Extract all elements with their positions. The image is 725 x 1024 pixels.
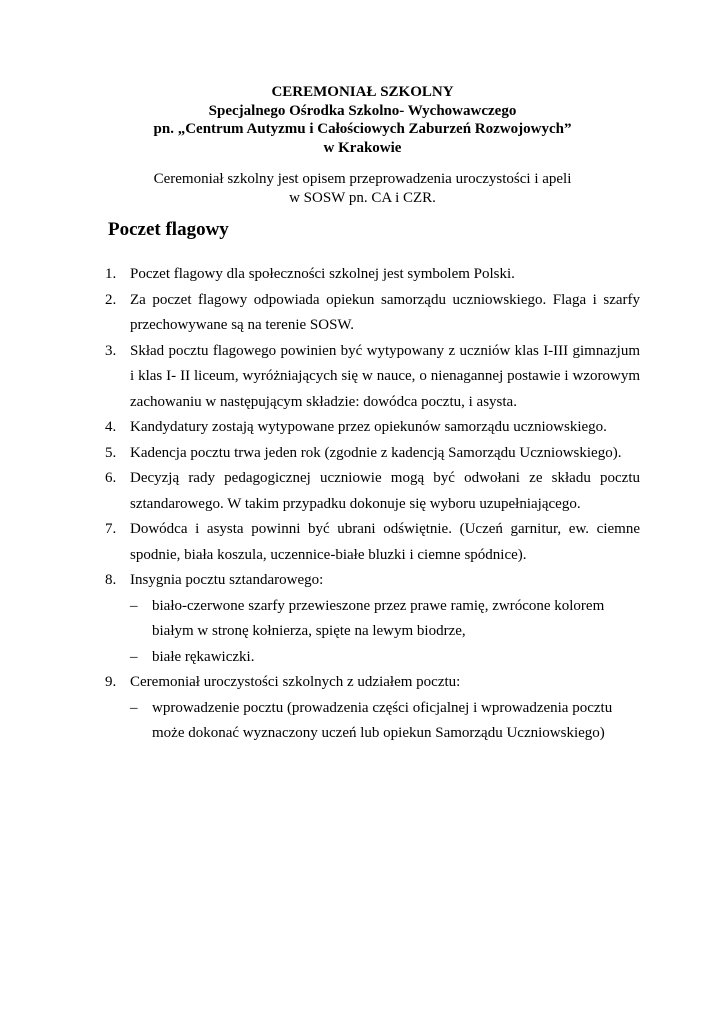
list-item [105, 466, 640, 517]
list-item [105, 670, 640, 747]
list-item-text: Poczet flagowy dla społeczności szkolnej jest symbolem Polski. [130, 266, 515, 282]
list-item-text: Ceremoniał uroczystości szkolnych z udziałem pocztu: [130, 674, 461, 690]
list-item-number: 5. [105, 444, 117, 461]
sub-list [130, 696, 640, 747]
list-item-text: Kadencja pocztu trwa jeden rok (zgodnie z kadencją Samorządu Uczniowskiego). [130, 444, 622, 461]
list-item-number: 8. [105, 572, 117, 588]
numbered-list [105, 262, 640, 747]
list-item [105, 415, 640, 441]
dash-bullet: – [130, 648, 138, 665]
header-institution-name: pn. „Centrum Autyzmu i Całościowych Zaburzeń Rozwojowych” [153, 121, 572, 137]
list-item-number: 6. [105, 470, 117, 486]
sub-list-item-text: białe rękawiczki. [152, 648, 255, 665]
list-item-number: 2. [105, 291, 117, 308]
header-city: w Krakowie [323, 139, 402, 156]
list-item-text: Insygnia pocztu sztandarowego: [130, 572, 324, 588]
list-item-number: 1. [105, 266, 117, 282]
list-item [105, 339, 640, 416]
list-item-number: 3. [105, 342, 117, 359]
sub-list-item [130, 645, 640, 671]
intro-line: Ceremoniał szkolny jest opisem przeprowadzenia uroczystości i apeli [153, 171, 572, 187]
list-item-text: Za poczet flagowy odpowiada opiekun samorządu uczniowskiego. Flaga i szarfy przechowywane są na terenie SOSW. [130, 291, 640, 333]
list-item-text: Skład pocztu flagowego powinien być wytypowany z uczniów klas I-III gimnazjum i klas I- II liceum, wyróżniających się w nauce, o nienagannej postawie i wzorowym zachowaniu w następującym składzie: dowódca pocztu, i asysta. [130, 342, 640, 410]
dash-bullet: – [130, 597, 138, 614]
section-title: Poczet flagowy [108, 219, 229, 240]
document-header [0, 83, 725, 157]
list-item [105, 262, 640, 288]
sub-list-item-text: biało-czerwone szarfy przewieszone przez prawe ramię, zwrócone kolorem białym w stronę kołnierza, spięte na lewym biodrze, [152, 597, 605, 639]
list-item [105, 568, 640, 670]
header-title: CEREMONIAŁ SZKOLNY [271, 84, 454, 100]
dash-bullet: – [130, 699, 138, 716]
list-item [105, 517, 640, 568]
list-item-text: Kandydatury zostają wytypowane przez opiekunów samorządu uczniowskiego. [130, 419, 607, 435]
list-item-text: Decyzją rady pedagogicznej uczniowie mogą być odwołani ze składu pocztu sztandarowego. W takim przypadku dokonuje się wyboru uzupełniającego. [130, 470, 640, 512]
sub-list-item [130, 594, 640, 645]
list-item-number: 7. [105, 521, 117, 537]
list-item [105, 441, 640, 467]
intro-line: w SOSW pn. CA i CZR. [289, 189, 436, 206]
list-item-number: 4. [105, 419, 117, 435]
list-item [105, 288, 640, 339]
list-item-number: 9. [105, 674, 117, 690]
sub-list-item-text: wprowadzenie pocztu (prowadzenia części oficjalnej i wprowadzenia pocztu może dokonać wyznaczony uczeń lub opiekun Samorządu Uczniowskiego) [152, 699, 613, 741]
list-item-text: Dowódca i asysta powinni być ubrani odświętnie. (Uczeń garnitur, ew. ciemne spodnie, biała koszula, uczennice-białe bluzki i ciemne spódnice). [130, 521, 640, 563]
sub-list-item [130, 696, 640, 747]
header-institution: Specjalnego Ośrodka Szkolno- Wychowawczego [208, 102, 517, 119]
intro-paragraph [0, 170, 725, 207]
sub-list [130, 594, 640, 671]
